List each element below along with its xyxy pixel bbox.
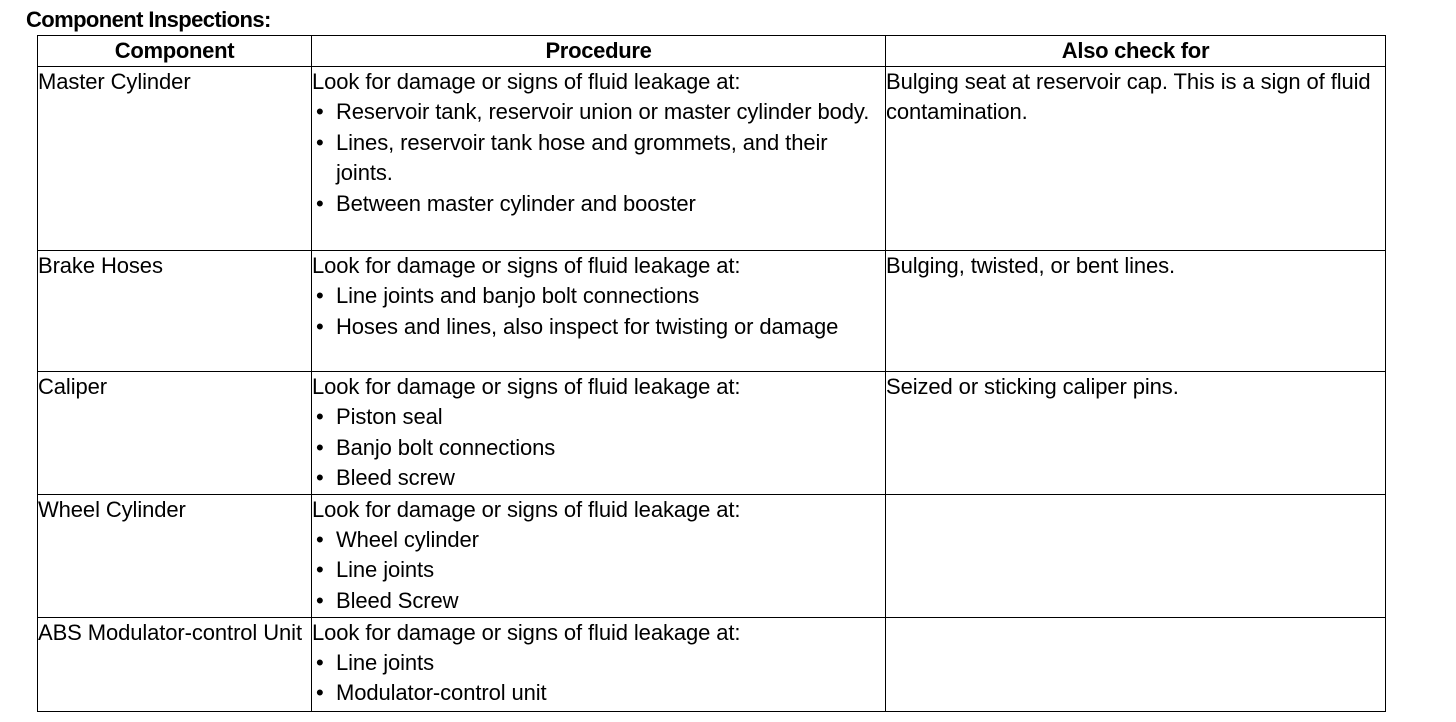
- procedure-cell: [312, 372, 886, 495]
- procedure-item: • Hoses and lines, also inspect for twisting or damage: [312, 312, 885, 342]
- bullet-icon: •: [316, 99, 324, 125]
- component-name: Wheel Cylinder: [38, 496, 186, 522]
- procedure-list: [312, 281, 885, 342]
- component-cell: [38, 67, 312, 251]
- procedure-item: • Modulator-control unit: [312, 678, 885, 708]
- bullet-icon: •: [316, 680, 324, 706]
- header-also-check-for: Also check for: [886, 36, 1386, 67]
- bullet-icon: •: [316, 313, 324, 339]
- procedure-list: [312, 97, 885, 219]
- bullet-icon: •: [316, 190, 324, 216]
- component-cell: [38, 617, 312, 711]
- procedure-cell: [312, 617, 886, 711]
- table-row: [38, 372, 1386, 495]
- also-check-cell: [886, 617, 1386, 711]
- header-procedure: Procedure: [312, 36, 886, 67]
- also-check-cell: [886, 67, 1386, 251]
- component-name: Brake Hoses: [38, 253, 163, 278]
- bullet-icon: •: [316, 129, 324, 155]
- procedure-intro: Look for damage or signs of fluid leakage at:: [312, 496, 741, 522]
- bullet-icon: •: [316, 404, 324, 430]
- procedure-item: • Between master cylinder and booster: [312, 189, 885, 219]
- table-row: [38, 67, 1386, 251]
- component-name: ABS Modulator-control Unit: [38, 619, 302, 645]
- procedure-item: • Piston seal: [312, 402, 885, 432]
- procedure-intro: Look for damage or signs of fluid leakage at:: [312, 253, 741, 278]
- procedure-item: • Wheel cylinder: [312, 525, 885, 555]
- page-title: Component Inspections:: [26, 7, 271, 32]
- bullet-icon: •: [316, 283, 324, 309]
- bullet-icon: •: [316, 587, 324, 613]
- procedure-item: • Line joints: [312, 555, 885, 585]
- bullet-icon: •: [316, 557, 324, 583]
- procedure-item: • Bleed screw: [312, 463, 885, 493]
- procedure-item: • Lines, reservoir tank hose and grommets, and their joints.: [316, 129, 828, 186]
- procedure-cell: [312, 251, 886, 372]
- component-cell: [38, 494, 312, 617]
- bullet-icon: •: [316, 434, 324, 460]
- also-check-text: Bulging seat at reservoir cap. This is a sign of fluid contamination.: [886, 69, 1371, 125]
- procedure-item: • Line joints: [312, 648, 885, 678]
- bullet-icon: •: [316, 465, 324, 491]
- table-row: [38, 494, 1386, 617]
- also-check-cell: [886, 372, 1386, 495]
- procedure-intro: Look for damage or signs of fluid leakage at:: [312, 619, 741, 645]
- component-name: Master Cylinder: [38, 69, 191, 94]
- procedure-list: [312, 648, 885, 709]
- inspection-table: [37, 35, 1386, 712]
- also-check-cell: [886, 494, 1386, 617]
- component-name: Caliper: [38, 374, 107, 399]
- also-check-cell: [886, 251, 1386, 372]
- procedure-item: • Banjo bolt connections: [312, 433, 885, 463]
- table-row: [38, 251, 1386, 372]
- header-component: Component: [38, 36, 312, 67]
- also-check-text: Seized or sticking caliper pins.: [886, 374, 1179, 399]
- bullet-icon: •: [316, 650, 324, 676]
- procedure-list: [312, 402, 885, 493]
- table-row: [38, 617, 1386, 711]
- procedure-item: • Line joints and banjo bolt connections: [312, 281, 885, 311]
- procedure-list: [312, 525, 885, 616]
- component-cell: [38, 372, 312, 495]
- header-row: [38, 36, 1386, 67]
- bullet-icon: •: [316, 527, 324, 553]
- procedure-item: • Bleed Screw: [312, 586, 885, 616]
- procedure-item: • Reservoir tank, reservoir union or master cylinder body.: [312, 97, 885, 127]
- procedure-cell: [312, 494, 886, 617]
- component-cell: [38, 251, 312, 372]
- also-check-text: Bulging, twisted, or bent lines.: [886, 253, 1176, 278]
- procedure-intro: Look for damage or signs of fluid leakage at:: [312, 69, 741, 94]
- procedure-intro: Look for damage or signs of fluid leakage at:: [312, 374, 741, 399]
- procedure-cell: [312, 67, 886, 251]
